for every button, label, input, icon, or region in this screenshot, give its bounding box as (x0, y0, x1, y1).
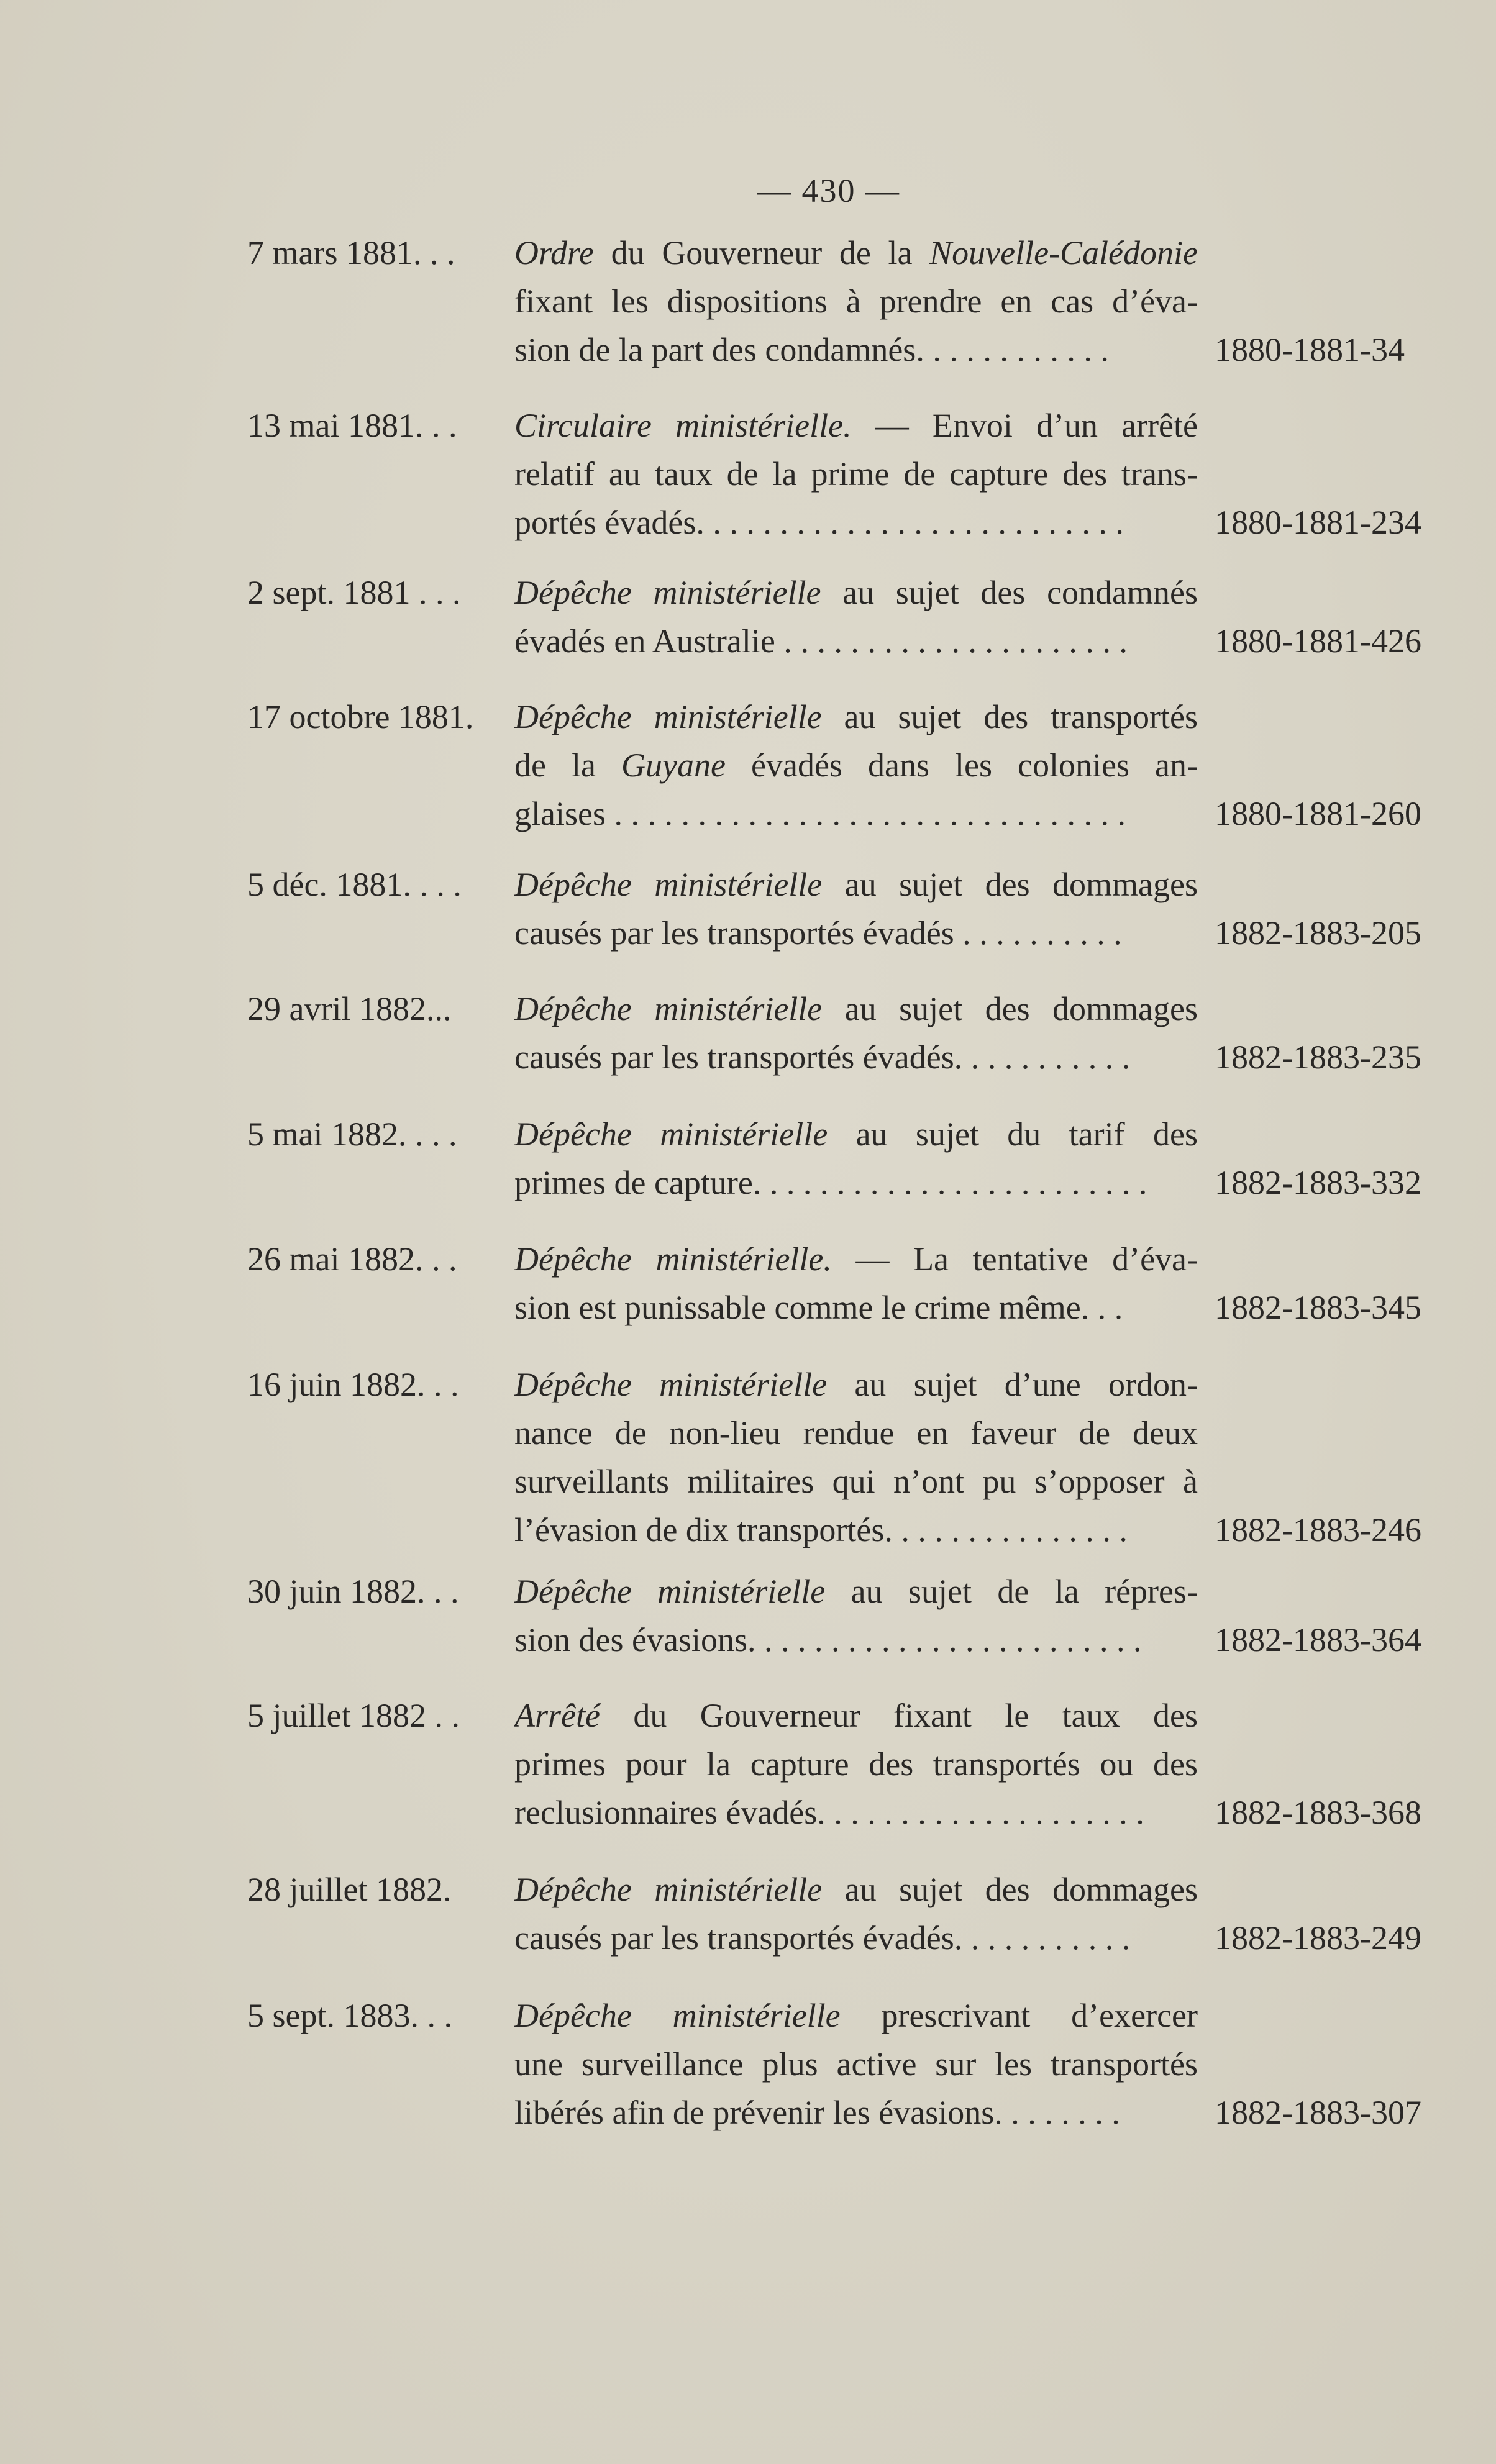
entry-description (514, 229, 1198, 374)
entry-line: nance de non-lieu rendue en faveur de deux (514, 1414, 1198, 1452)
entry-line: libérés afin de prévenir les évasions. . . . . . . . (514, 2094, 1120, 2131)
entry-date: 29 avril 1882... (247, 990, 452, 1027)
entry-reference: 1880-1881-34 (1215, 331, 1405, 368)
entry-description (514, 860, 1198, 957)
entry-date: 17 octobre 1881. (247, 698, 474, 735)
entry-line: Dépêche ministérielle au sujet des dommages (514, 866, 1198, 903)
entry-line: relatif au taux de la prime de capture des trans- (514, 455, 1198, 493)
entry-date: 5 sept. 1883. . . (247, 1997, 452, 2034)
entry-line: causés par les transportés évadés. . . . . . . . . . . (514, 1919, 1131, 1957)
entry-reference: 1882-1883-205 (1215, 914, 1421, 952)
entry-line: glaises . . . . . . . . . . . . . . . . . . . . . . . . . . . . . . . (514, 795, 1126, 832)
entry-description (514, 1110, 1198, 1207)
entry-reference: 1880-1881-426 (1215, 622, 1421, 660)
entry-date: 5 juillet 1882 . . (247, 1697, 460, 1734)
entry-date: 5 déc. 1881. . . . (247, 866, 462, 903)
entry-reference: 1880-1881-260 (1215, 795, 1421, 832)
entry-reference: 1882-1883-332 (1215, 1164, 1421, 1201)
entry-line: Dépêche ministérielle. — La tentative d’éva- (514, 1240, 1198, 1278)
entry-description (514, 1235, 1198, 1332)
entry-description (514, 401, 1198, 547)
entry-reference: 1882-1883-246 (1215, 1511, 1421, 1548)
entry-description (514, 568, 1198, 665)
entry-description (514, 1865, 1198, 1962)
entry-line: causés par les transportés évadés. . . . . . . . . . . (514, 1039, 1131, 1076)
entry-line: causés par les transportés évadés . . . . . . . . . . (514, 914, 1122, 952)
entry-description (514, 693, 1198, 838)
entry-reference: 1880-1881-234 (1215, 504, 1421, 541)
entry-date: 5 mai 1882. . . . (247, 1116, 457, 1153)
entry-line: Dépêche ministérielle au sujet des transportés (514, 698, 1198, 735)
entry-line: sion de la part des condamnés. . . . . . . . . . . . (514, 331, 1109, 368)
entry-line: Dépêche ministérielle au sujet des condamnés (514, 574, 1198, 611)
entry-date: 30 juin 1882. . . (247, 1573, 459, 1610)
entry-line: l’évasion de dix transportés. . . . . . . . . . . . . . . (514, 1511, 1128, 1548)
entry-line: Ordre du Gouverneur de la Nouvelle-Calédonie (514, 234, 1198, 271)
entry-line: sion est punissable comme le crime même. . . (514, 1289, 1123, 1326)
entry-date: 26 mai 1882. . . (247, 1240, 457, 1278)
entry-description (514, 1567, 1198, 1664)
entry-line: Dépêche ministérielle prescrivant d’exercer (514, 1997, 1198, 2034)
entry-reference: 1882-1883-368 (1215, 1794, 1421, 1831)
entry-date: 28 juillet 1882. (247, 1871, 452, 1908)
entry-line: Arrêté du Gouverneur fixant le taux des (514, 1697, 1198, 1734)
entry-date: 13 mai 1881. . . (247, 407, 457, 444)
entry-line: surveillants militaires qui n’ont pu s’opposer à (514, 1463, 1198, 1500)
entry-reference: 1882-1883-345 (1215, 1289, 1421, 1326)
entry-line: Dépêche ministérielle au sujet d’une ordon- (514, 1366, 1198, 1403)
entry-line: une surveillance plus active sur les transportés (514, 2045, 1198, 2083)
entry-line: portés évadés. . . . . . . . . . . . . . . . . . . . . . . . . . (514, 504, 1124, 541)
entry-date: 16 juin 1882. . . (247, 1366, 459, 1403)
entry-date: 2 sept. 1881 . . . (247, 574, 461, 611)
entry-description (514, 1691, 1198, 1837)
entry-line: de la Guyane évadés dans les colonies an- (514, 747, 1198, 784)
entry-line: Dépêche ministérielle au sujet des dommages (514, 990, 1198, 1027)
entry-reference: 1882-1883-364 (1215, 1621, 1421, 1658)
entry-line: reclusionnaires évadés. . . . . . . . . . . . . . . . . . . . (514, 1794, 1144, 1831)
entry-line: fixant les dispositions à prendre en cas d’éva- (514, 283, 1198, 320)
entry-description (514, 984, 1198, 1081)
entry-reference: 1882-1883-235 (1215, 1039, 1421, 1076)
entry-line: sion des évasions. . . . . . . . . . . . . . . . . . . . . . . . (514, 1621, 1142, 1658)
entry-reference: 1882-1883-307 (1215, 2094, 1421, 2131)
page-number: — 430 — (757, 172, 900, 209)
entry-line: Circulaire ministérielle. — Envoi d’un arrêté (514, 407, 1198, 444)
entry-reference: 1882-1883-249 (1215, 1919, 1421, 1957)
entry-line: Dépêche ministérielle au sujet du tarif des (514, 1116, 1198, 1153)
entry-line: primes pour la capture des transportés ou des (514, 1745, 1198, 1783)
entry-line: primes de capture. . . . . . . . . . . . . . . . . . . . . . . . (514, 1164, 1147, 1201)
entry-line: Dépêche ministérielle au sujet des dommages (514, 1871, 1198, 1908)
entry-date: 7 mars 1881. . . (247, 234, 455, 271)
entry-description (514, 1991, 1198, 2137)
entry-line: évadés en Australie . . . . . . . . . . . . . . . . . . . . . (514, 622, 1128, 660)
entry-line: Dépêche ministérielle au sujet de la répres- (514, 1573, 1198, 1610)
entry-description (514, 1360, 1198, 1554)
